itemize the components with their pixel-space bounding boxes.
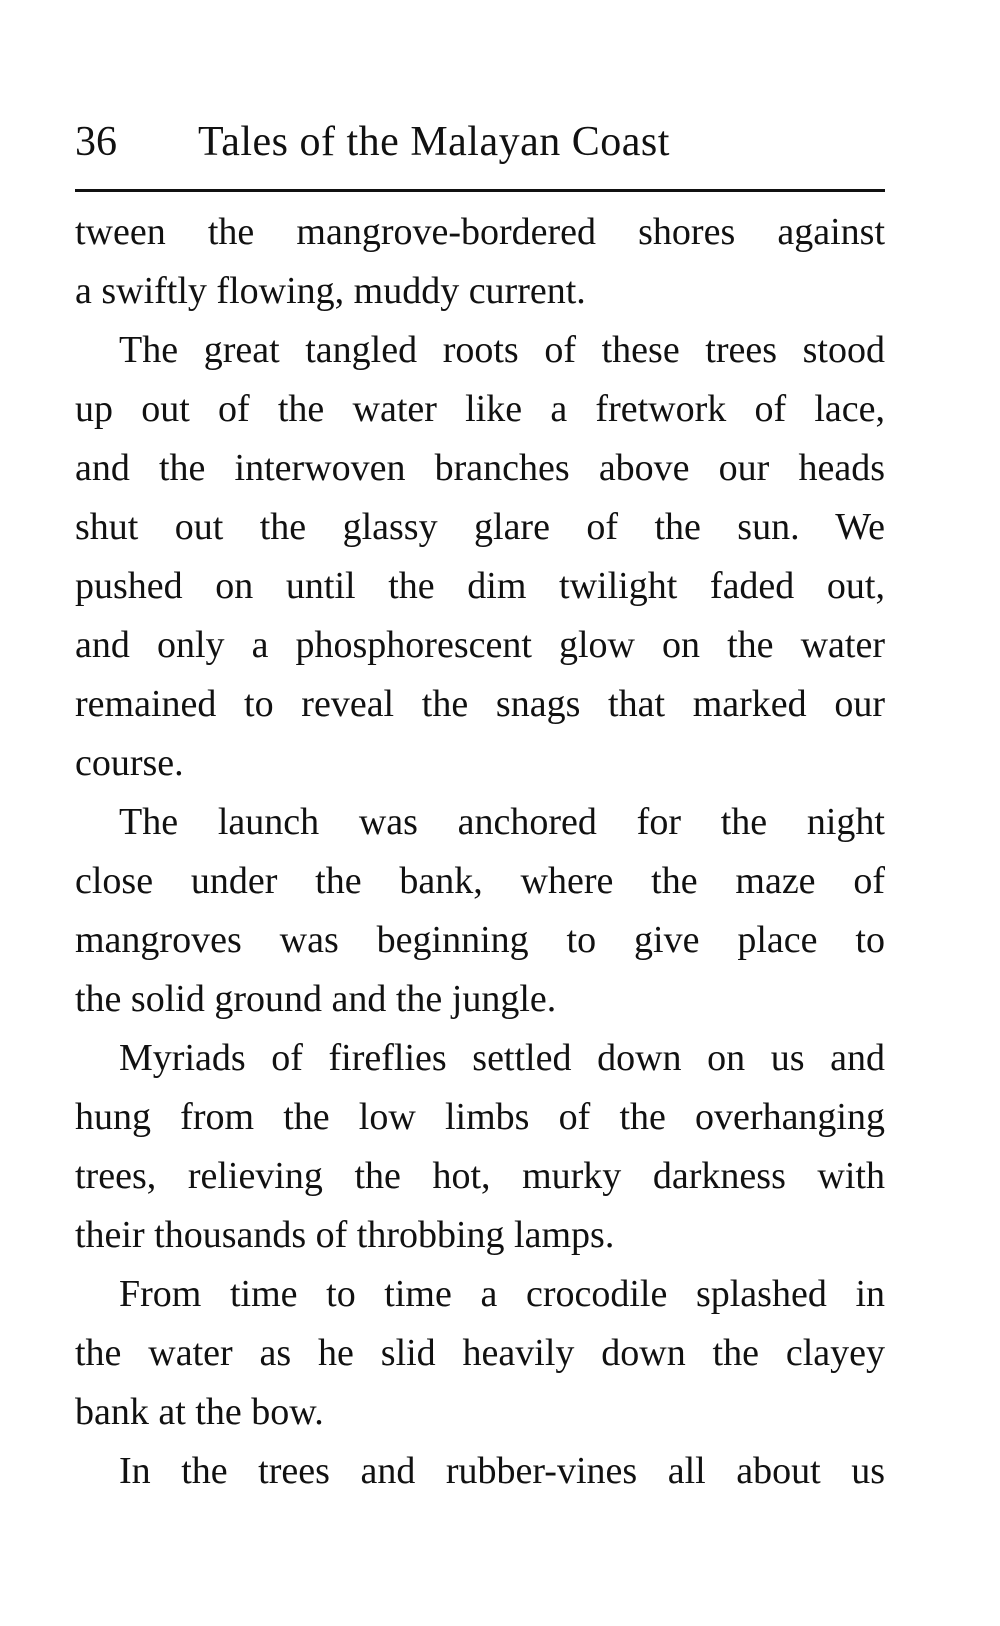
text-line: mangroves was beginning to give place to (75, 919, 885, 961)
body-text (75, 203, 885, 1501)
text-line: the solid ground and the jungle. (75, 978, 557, 1020)
header-rule (75, 189, 885, 192)
text-line: their thousands of throbbing lamps. (75, 1214, 615, 1256)
text-line: bank at the bow. (75, 1391, 324, 1433)
text-line: close under the bank, where the maze of (75, 860, 885, 902)
text-line: up out of the water like a fretwork of lace, (75, 388, 885, 430)
text-line: a swiftly flowing, muddy current. (75, 270, 586, 312)
text-line: and only a phosphorescent glow on the water (75, 624, 885, 666)
paragraph-first-line: The great tangled roots of these trees stood (119, 329, 885, 371)
book-title: Tales of the Malayan Coast (198, 119, 670, 165)
paragraph-first-line: In the trees and rubber-vines all about us (119, 1450, 885, 1492)
text-line: hung from the low limbs of the overhanging (75, 1096, 885, 1138)
page-number: 36 (75, 119, 117, 165)
text-line: tween the mangrove-bordered shores against (75, 211, 885, 253)
paragraph-first-line: From time to time a crocodile splashed in (119, 1273, 885, 1315)
text-line: course. (75, 742, 184, 784)
text-line: remained to reveal the snags that marked our (75, 683, 885, 725)
text-line: shut out the glassy glare of the sun. We (75, 506, 885, 548)
paragraph-first-line: The launch was anchored for the night (119, 801, 885, 843)
text-line: and the interwoven branches above our heads (75, 447, 885, 489)
text-line: the water as he slid heavily down the clayey (75, 1332, 885, 1374)
running-head (75, 112, 885, 172)
paragraph-first-line: Myriads of fireflies settled down on us and (119, 1037, 885, 1079)
text-line: trees, relieving the hot, murky darkness with (75, 1155, 885, 1197)
text-line: pushed on until the dim twilight faded out, (75, 565, 885, 607)
